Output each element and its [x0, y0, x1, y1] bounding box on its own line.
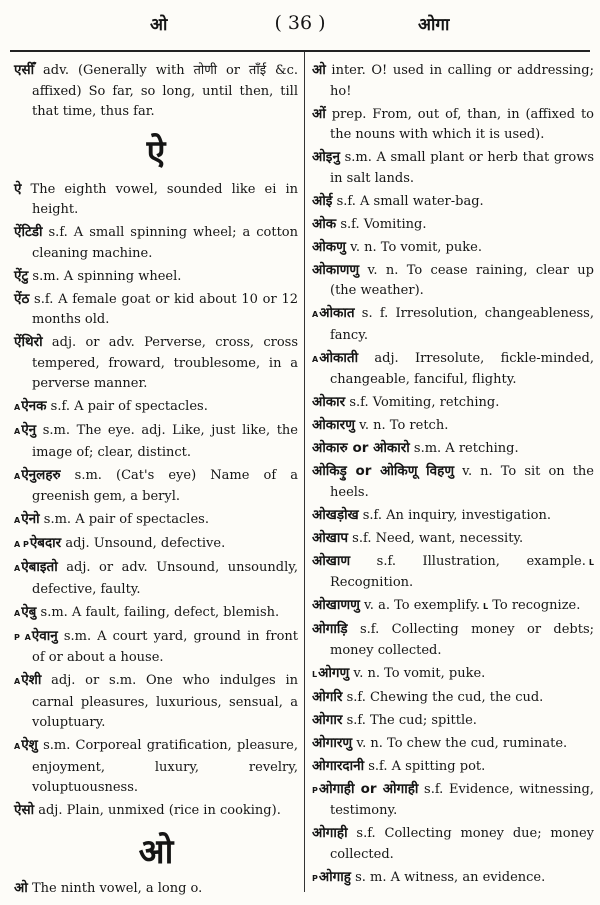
headword: ओकारु or ओकारो — [312, 440, 410, 456]
headword: ओखाप — [312, 529, 349, 546]
entry — [14, 396, 298, 419]
entry — [312, 733, 594, 755]
entry — [312, 687, 594, 709]
headword: ऐंटिडी — [14, 224, 43, 240]
origin-marker: A — [14, 403, 21, 412]
entry — [14, 735, 298, 799]
entry — [312, 710, 594, 732]
entry — [14, 626, 298, 669]
headword: ओगरि — [312, 688, 343, 705]
headword: ओकिड़ु or ओकिणू विहणु — [312, 463, 455, 479]
definition: adj. or adv. Perverse, cross, cross tempered, froward, troublesome, in a perverse manner. — [32, 335, 298, 391]
origin-marker: P A — [14, 632, 31, 642]
origin-marker: L — [588, 557, 594, 567]
headword: ऐनक — [21, 398, 47, 414]
entry — [14, 878, 298, 900]
definition: adj. Irresolute, fickle-minded, changeable, fanciful, flighty. — [330, 350, 594, 387]
origin-marker: A — [14, 427, 21, 436]
definition: adj. or adv. Unsound, unsoundly, defective, faulty. — [32, 560, 298, 597]
definition: s.f. A pair of spectacles. — [46, 399, 208, 414]
headword: ओगाहु — [318, 868, 351, 885]
definition: v. n. To sit on the heels. — [330, 464, 594, 500]
definition: s.f. A spitting pot. — [364, 758, 486, 774]
entry — [312, 237, 594, 259]
headword: ऐबु — [21, 603, 37, 620]
definition: s.f. A small water-bag. — [332, 193, 484, 209]
definition: s.f. A female goat or kid about 10 or 12 months old. — [29, 291, 298, 327]
origin-marker: A — [312, 310, 319, 319]
definition: v. n. To chew the cud, ruminate. — [352, 735, 568, 751]
headword: ओइनु — [312, 149, 340, 165]
definition: inter. O! used in calling or addressing; ho! — [325, 63, 594, 99]
definition: s.f. An inquiry, investigation. — [358, 507, 551, 523]
headword: ओगाही — [312, 825, 348, 841]
definition: s. m. A witness, an evidence. — [350, 869, 546, 885]
headword: ओखाण — [312, 552, 351, 569]
definition: s.m. A pair of spectacles. — [39, 512, 209, 527]
entry — [312, 214, 594, 236]
entry — [312, 779, 594, 822]
definition: s.f. Need, want, necessity. — [348, 530, 524, 546]
headword: ओगारणु — [312, 734, 353, 751]
entry — [312, 756, 594, 778]
definition: s.f. Collecting money or debts; money collected. — [330, 622, 594, 658]
headword: ओगणु — [318, 664, 350, 681]
header-rule — [10, 50, 590, 52]
origin-marker: A — [14, 564, 21, 573]
left-column — [14, 60, 298, 901]
origin-marker: A — [14, 677, 21, 686]
headword: ऐशी — [21, 672, 42, 688]
headword: ऐंथिरो — [14, 334, 43, 350]
headword: ऐसो — [14, 802, 35, 818]
page-number: ( 36 ) — [274, 12, 326, 34]
definition: s. f. Irresolution, changeableness, fancy. — [330, 306, 594, 343]
definition: s.f. Collecting money due; money collected. — [330, 826, 594, 862]
headword: ओकाणणु — [312, 261, 360, 278]
entry — [312, 191, 594, 213]
headword: ओं — [312, 105, 326, 122]
headword: ऐबाइतो — [21, 559, 58, 575]
definition: The eighth vowel, sounded like ei in height. — [21, 181, 298, 217]
entry — [14, 800, 298, 822]
entry — [312, 595, 594, 618]
headword: ऐबदार — [29, 535, 62, 551]
headword: ओ — [312, 62, 326, 78]
definition: s.m. A spinning wheel. — [28, 268, 182, 284]
entry — [312, 867, 594, 890]
headword: ओकाती — [319, 349, 359, 366]
entry — [312, 392, 594, 414]
headword: ऐवानु — [31, 627, 58, 644]
headword: ओगारदानी — [312, 757, 365, 774]
origin-marker: A P — [14, 540, 29, 549]
entry — [14, 602, 298, 625]
definition: s.f. A small spinning wheel; a cotton cleaning machine. — [32, 225, 298, 261]
origin-marker: A — [14, 471, 21, 481]
headword: ओकारणु — [312, 417, 355, 433]
headword: ऐनु — [21, 422, 37, 438]
entry — [312, 551, 594, 594]
definition: s.f. Evidence, witnessing, testimony. — [330, 781, 594, 818]
entry — [14, 670, 298, 734]
definition: s.m. A court yard, ground in front of or about a house. — [32, 628, 298, 665]
headword: ओई — [312, 192, 333, 209]
origin-marker: A — [312, 354, 319, 364]
definition: v. n. To vomit, puke. — [349, 665, 486, 681]
definition: v. n. To retch. — [354, 418, 449, 433]
entry — [14, 557, 298, 600]
entry — [312, 147, 594, 189]
entry — [312, 823, 594, 865]
origin-marker: L — [482, 602, 489, 611]
header-right-guideword: ओगा — [418, 15, 450, 35]
entry — [14, 465, 298, 508]
entry — [14, 289, 298, 331]
definition: s.f. Vomiting. — [336, 216, 427, 232]
origin-marker: P — [312, 873, 318, 883]
definition: adj. Plain, unmixed (rice in cooking). — [34, 803, 281, 818]
headword: ओखड़ोख — [312, 506, 359, 523]
entry — [312, 60, 594, 102]
headword: ऐंठ — [14, 290, 30, 307]
entry — [14, 222, 298, 264]
headword: ऐ — [14, 180, 22, 197]
definition: s.f. Chewing the cud, the cud. — [342, 689, 544, 705]
entry — [312, 663, 594, 686]
headword: ओगाही or ओगाही — [318, 780, 419, 797]
headword: ओ — [14, 879, 28, 896]
header-left-guideword: ओ — [150, 15, 168, 35]
entry — [312, 528, 594, 550]
definition: s.m. Corporeal gratification, pleasure, enjoyment, luxury, revelry, voluptuousness. — [32, 738, 298, 795]
definition: To recognize. — [488, 598, 581, 613]
definition: adj. or s.m. One who indulges in carnal pleasures, luxurious, sensual, a voluptuary. — [32, 673, 298, 730]
definition: adj. Unsound, defective. — [61, 536, 226, 551]
entry — [312, 303, 594, 346]
definition: adv. (Generally with तोणी or ताँई &c. affixed) So far, so long, until then, till that time, thus far. — [32, 63, 298, 119]
definition: s.m. A fault, failing, defect, blemish. — [36, 604, 280, 620]
entry — [312, 415, 594, 437]
headword: ओगार — [312, 711, 343, 728]
headword: ऐनुलहरु — [21, 466, 61, 483]
entry — [312, 104, 594, 146]
definition: The ninth vowel, a long o. — [27, 880, 203, 896]
definition: s.m. A small plant or herb that grows in salt lands. — [330, 150, 594, 186]
headword: ओगाड़ि — [312, 621, 348, 637]
origin-marker: P — [312, 785, 318, 795]
entry — [312, 348, 594, 391]
section-heading: ऐ — [146, 132, 166, 173]
definition: v. a. To exemplify. — [359, 598, 480, 613]
definition: s.f. Illustration, example. — [350, 553, 586, 569]
definition: s.m. A retching. — [409, 441, 519, 456]
column-divider — [304, 52, 305, 892]
section-heading: ओ — [138, 831, 174, 872]
headword: एसीँ — [14, 62, 35, 78]
headword: ओक — [312, 215, 337, 232]
entry — [312, 461, 594, 503]
headword: ओखाणणु — [312, 597, 360, 613]
headword: ऐंटु — [14, 267, 29, 284]
entry — [14, 420, 298, 463]
entry — [14, 179, 298, 221]
headword: ओकात — [319, 305, 355, 321]
definition: v. n. To cease raining, clear up (the weather). — [330, 262, 594, 298]
entry — [14, 266, 298, 288]
entry — [312, 505, 594, 527]
headword: ओकणु — [312, 238, 346, 255]
definition: s.m. The eye. adj. Like, just like, the image of; clear, distinct. — [32, 423, 298, 460]
entry — [312, 619, 594, 661]
definition: Recognition. — [330, 575, 414, 590]
entry — [312, 438, 594, 460]
origin-marker: A — [14, 516, 21, 525]
entry — [14, 60, 298, 123]
definition: v. n. To vomit, puke. — [345, 239, 482, 255]
origin-marker: L — [312, 669, 318, 679]
definition: s.m. (Cat's eye) Name of a greenish gem, a beryl. — [32, 467, 298, 504]
definition: s.f. Vomiting, retching. — [345, 395, 500, 410]
entry — [14, 509, 298, 532]
page-header — [0, 10, 600, 40]
origin-marker: A — [14, 608, 21, 618]
entry — [14, 533, 298, 556]
headword: ऐनो — [21, 511, 40, 527]
right-column — [312, 60, 594, 891]
definition: prep. From, out of, than, in (affixed to the nouns with which it is used). — [325, 106, 594, 142]
origin-marker: A — [14, 742, 21, 751]
headword: ऐशु — [21, 737, 38, 753]
definition: s.f. The cud; spittle. — [342, 712, 477, 728]
entry — [312, 260, 594, 302]
headword: ओकार — [312, 394, 346, 410]
entry — [14, 332, 298, 395]
